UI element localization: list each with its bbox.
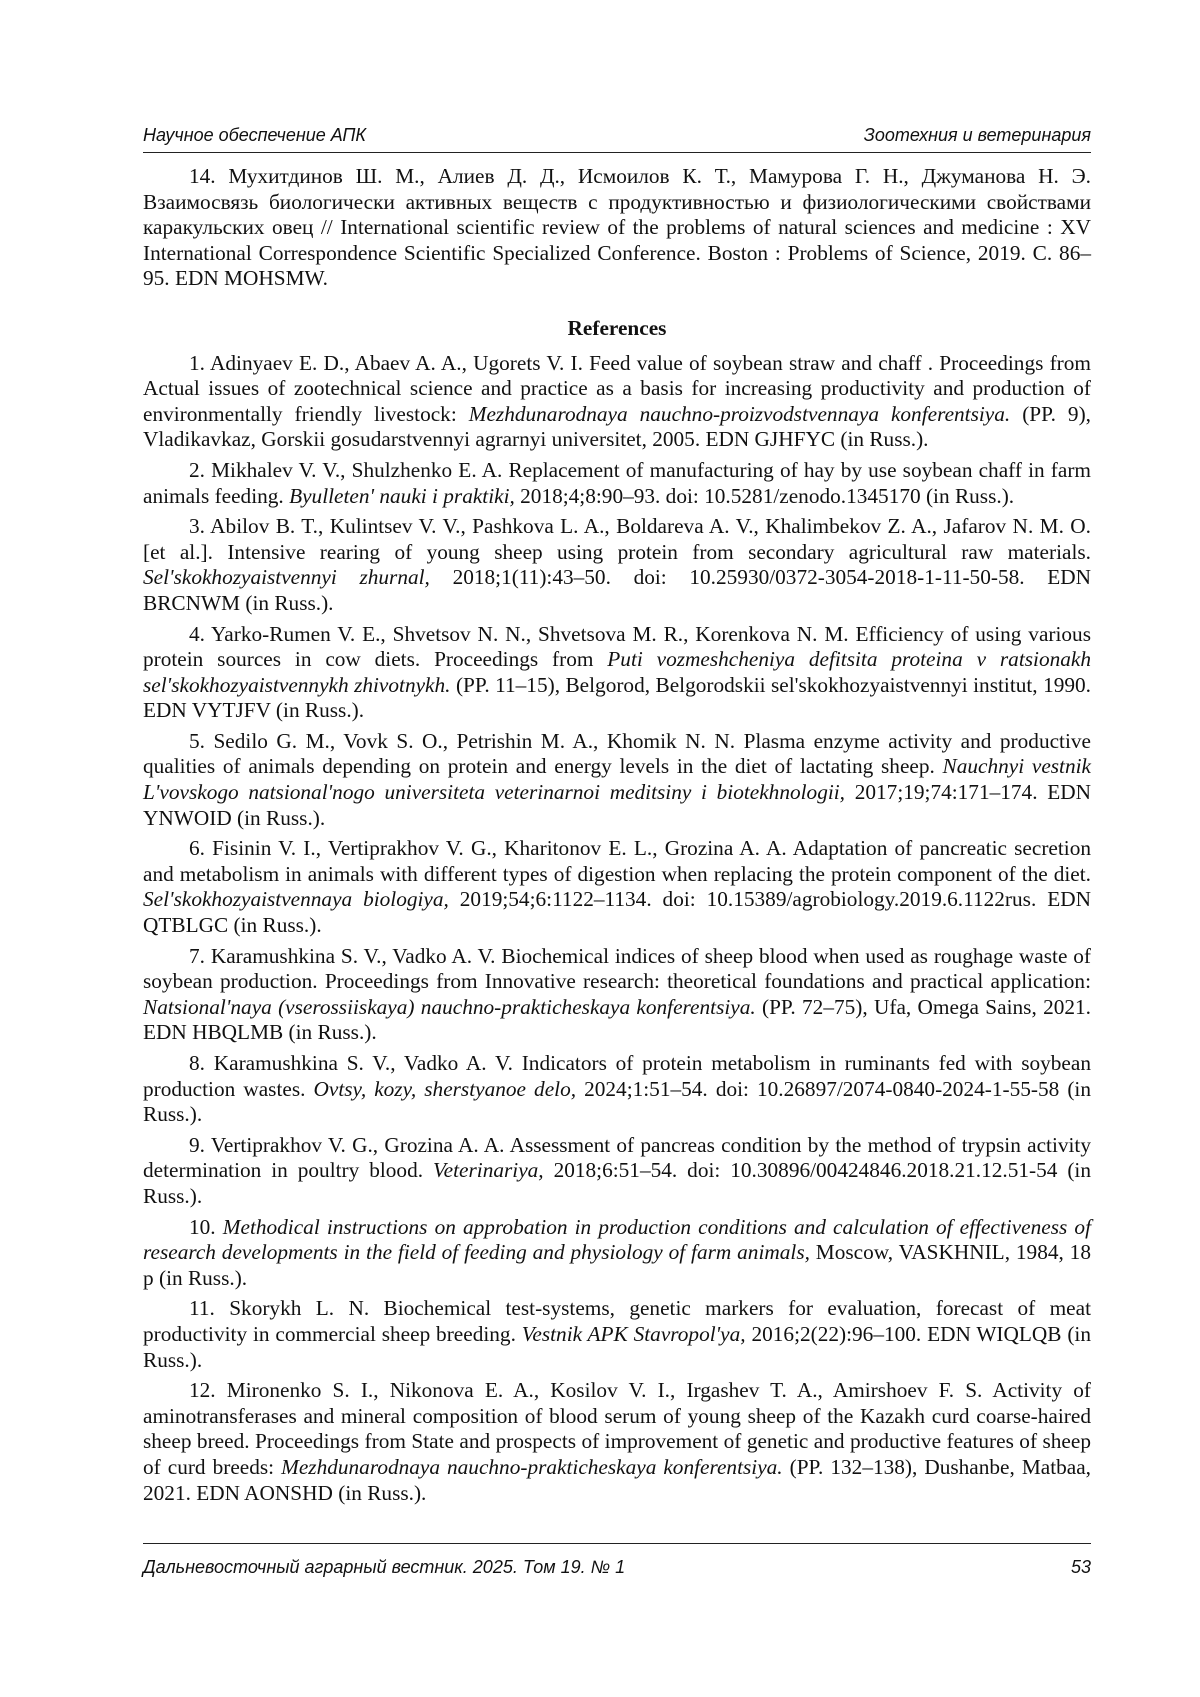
footer-journal: Дальневосточный аграрный вестник. 2025. Том 19. № 1 [143, 1557, 626, 1577]
reference-source: Sel'skokhozyaistvennaya biologiya, [143, 887, 449, 912]
reference-item: 1. Adinyaev E. D., Abaev A. A., Ugorets V. I. Feed value of soybean straw and chaff . Proceedings from Actual issues of zootechnical science and practice as a basis for increasing productivity and production of environmentally friendly livestock: Mezhdunarodnaya nauchno-proizvodstvennaya konferentsiya. (PP. 9), Vladikavkaz, Gorskii gosudarstvennyi agrarnyi universitet, 2005. EDN GJHFYC (in Russ.). [143, 350, 1091, 452]
reference-source: Nauchnyi vestnik L'vovskogo natsional'nogo universiteta veterinarnoi meditsiny i biotekhnologii, [143, 754, 1091, 805]
running-header [143, 124, 1091, 146]
reference-item: 2. Mikhalev V. V., Shulzhenko E. A. Replacement of manufacturing of hay by use soybean chaff in farm animals feeding. Byulleten' nauki i praktiki, 2018;4;8:90–93. doi: 10.5281/zenodo.1345170 (in Russ.). [143, 457, 1091, 508]
reference-item: 9. Vertiprakhov V. G., Grozina A. A. Assessment of pancreas condition by the method of trypsin activity determination in poultry blood. Veterinariya, 2018;6:51–54. doi: 10.30896/00424846.2018.21.12.51-54 (in Russ.). [143, 1132, 1091, 1208]
reference-source: Byulleten' nauki i praktiki, [289, 483, 515, 508]
reference-source: Puti vozmeshcheniya defitsita proteina v ratsionakh sel'skokhozyaistvennykh zhivotnykh. [143, 647, 1091, 697]
header-rule [143, 152, 1091, 153]
page-number: 53 [1070, 1557, 1091, 1577]
reference-item: 11. Skorykh L. N. Biochemical test-systems, genetic markers for evaluation, forecast of meat productivity in commercial sheep breeding. Vestnik APK Stavropol'ya, 2016;2(22):96–100. EDN WIQLQB (in Russ.). [143, 1296, 1091, 1372]
reference-source: Ovtsy, kozy, sherstyanoe delo, [313, 1076, 577, 1101]
reference-item: 12. Mironenko S. I., Nikonova E. A., Kosilov V. I., Irgashev T. A., Amirshoev F. S. Activity of aminotransferases and mineral composition of blood serum of young sheep of the Kazakh curd coarse-haired sheep breed. Proceedings from State and prospects of improvement of genetic and productive features of sheep of curd breeds: Mezhdunarodnaya nauchno-prakticheskaya konferentsiya. (PP. 132–138), Dushanbe, Matbaa, 2021. EDN AONSHD (in Russ.). [143, 1378, 1091, 1505]
reference-item: 7. Karamushkina S. V., Vadko A. V. Biochemical indices of sheep blood when used as roughage waste of soybean production. Proceedings from Innovative research: theoretical foundations and practical application: Natsional'naya (vserossiiskaya) nauchno-prakticheskaya konferentsiya. (PP. 72–75), Ufa, Omega Sains, 2021. EDN HBQLMB (in Russ.). [143, 943, 1091, 1045]
reference-item: 5. Sedilo G. M., Vovk S. O., Petrishin M. A., Khomik N. N. Plasma enzyme activity and productive qualities of animals depending on protein and energy levels in the diet of lactating sheep. Nauchnyi vestnik L'vovskogo natsional'nogo universiteta veterinarnoi meditsiny i biotekhnologii, 2017;19;74:171–174. EDN YNWOID (in Russ.). [143, 728, 1091, 830]
page-body [143, 164, 1091, 1511]
reference-source: Mezhdunarodnaya nauchno-proizvodstvennaya konferentsiya. [468, 401, 1011, 426]
reference-source: Veterinariya, [433, 1158, 544, 1183]
reference-14: 14. Мухитдинов Ш. М., Алиев Д. Д., Исмоилов К. Т., Мамурова Г. Н., Джуманова Н. Э. Взаимосвязь биологически активных веществ с продуктивностью и физиологическими свойствами каракульских овец // International scientific review of the problems of natural sciences and medicine : XV International Correspondence Scientific Specialized Conference. Boston : Problems of Science, 2019. С. 86–95. EDN MOHSMW. [143, 164, 1091, 291]
references-heading: References [567, 315, 667, 340]
reference-item: 10. Methodical instructions on approbation in production conditions and calculation of effectiveness of research developments in the field of feeding and physiology of farm animals, Moscow, VASKHNIL, 1984, 18 p (in Russ.). [143, 1214, 1091, 1290]
reference-item: 8. Karamushkina S. V., Vadko A. V. Indicators of protein metabolism in ruminants fed with soybean production wastes. Ovtsy, kozy, sherstyanoe delo, 2024;1:51–54. doi: 10.26897/2074-0840-2024-1-55-58 (in Russ.). [143, 1051, 1091, 1127]
reference-source: Methodical instructions on approbation in production conditions and calculation of effectiveness of research developments in the field of feeding and physiology of farm animals, [143, 1214, 1091, 1265]
reference-source: Sel'skokhozyaistvennyi zhurnal, [143, 565, 430, 590]
reference-item: 4. Yarko-Rumen V. E., Shvetsov N. N., Shvetsova M. R., Korenkova N. M. Efficiency of using various protein sources in cow diets. Proceedings from Puti vozmeshcheniya defitsita proteina v ratsionakh sel'skokhozyaistvennykh zhivotnykh. (PP. 11–15), Belgorod, Belgorodskii sel'skokhozyaistvennyi institut, 1990. EDN VYTJFV (in Russ.). [143, 621, 1091, 723]
reference-source: Vestnik APK Stavropol'ya, [521, 1321, 746, 1346]
header-section-right: Зоотехния и ветеринария [863, 125, 1091, 145]
header-section-left: Научное обеспечение АПК [143, 125, 367, 145]
reference-item: 3. Abilov B. T., Kulintsev V. V., Pashkova L. A., Boldareva A. V., Khalimbekov Z. A., Jafarov N. M. O. [et al.]. Intensive rearing of young sheep using protein from secondary agricultural raw materials. Sel'skokhozyaistvennyi zhurnal, 2018;1(11):43–50. doi: 10.25930/0372-3054-2018-1-11-50-58. EDN BRCNWM (in Russ.). [143, 514, 1092, 615]
reference-item: 6. Fisinin V. I., Vertiprakhov V. G., Kharitonov E. L., Grozina A. A. Adaptation of pancreatic secretion and metabolism in animals with different types of digestion when replacing the protein component of the diet. Sel'skokhozyaistvennaya biologiya, 2019;54;6:1122–1134. doi: 10.15389/agrobiology.2019.6.1122rus. EDN QTBLGC (in Russ.). [143, 836, 1091, 938]
footer-rule [143, 1543, 1091, 1544]
running-footer [143, 1556, 1091, 1578]
reference-source: Mezhdunarodnaya nauchno-prakticheskaya konferentsiya. [281, 1454, 783, 1479]
reference-source: Natsional'naya (vserossiiskaya) nauchno-prakticheskaya konferentsiya. [143, 994, 756, 1019]
